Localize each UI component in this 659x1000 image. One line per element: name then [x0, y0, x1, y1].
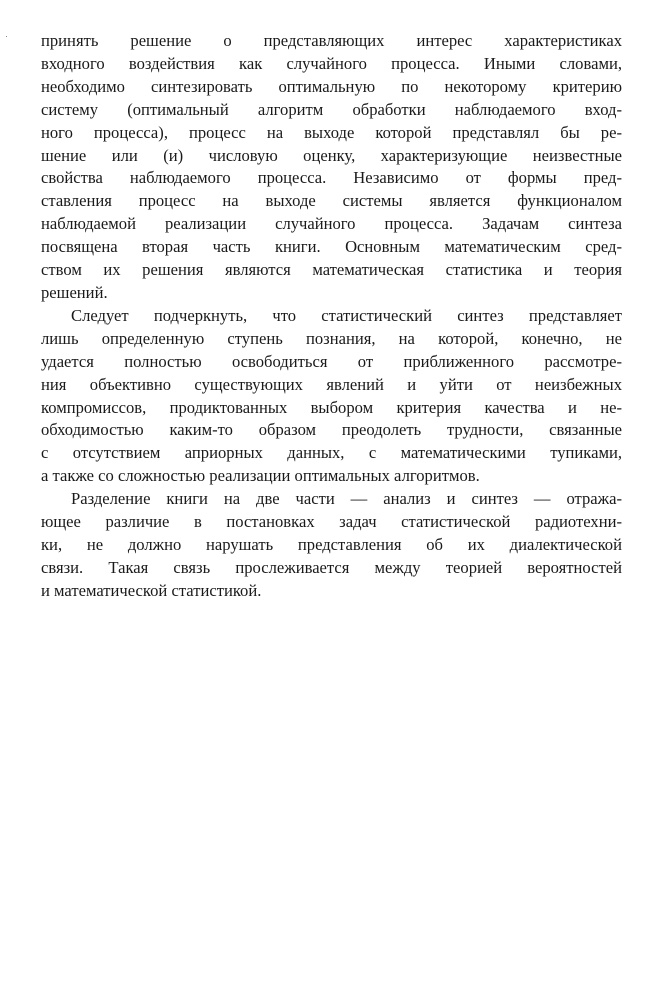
text-line: необходимо синтезировать оптимальную по некоторому критерию — [41, 76, 622, 96]
scan-speck — [6, 36, 7, 37]
text-line: ния объективно существующих явлений и уйти от неизбежных — [41, 374, 622, 394]
text-line: ющее различие в постановках задач статистической радиотехни- — [41, 512, 622, 532]
text-line: шение или (и) числовую оценку, характеризующие неизвестные — [41, 145, 622, 165]
paragraph-2 — [41, 305, 622, 488]
text-line: ставления процесс на выходе системы является функционалом — [41, 191, 622, 211]
text-line: посвящена вторая часть книги. Основным математическим сред- — [41, 237, 622, 257]
text-line: свойства наблюдаемого процесса. Независимо от формы пред- — [41, 168, 622, 188]
text-line: систему (оптимальный алгоритм обработки наблюдаемого вход- — [41, 99, 622, 119]
text-line: решений. — [41, 282, 108, 302]
paragraph-1 — [41, 30, 622, 305]
text-line: входного воздействия как случайного процесса. Иными словами, — [41, 53, 622, 73]
text-line: Следует подчеркнуть, что статистический синтез представляет — [71, 305, 622, 325]
text-line: лишь определенную ступень познания, на которой, конечно, не — [41, 328, 622, 348]
text-line: ки, не должно нарушать представления об их диалектической — [41, 534, 622, 554]
text-line: Разделение книги на две части — анализ и синтез — отража- — [71, 489, 622, 509]
text-line: с отсутствием априорных данных, с математическими тупиками, — [41, 443, 622, 463]
text-line: обходимостью каким-то образом преодолеть трудности, связанные — [41, 420, 622, 440]
text-line: принять решение о представляющих интерес характеристиках — [41, 31, 622, 50]
text-line: связи. Такая связь прослеживается между теорией вероятностей — [41, 557, 622, 577]
text-line: ством их решения являются математическая статистика и теория — [41, 260, 622, 280]
text-line: наблюдаемой реализации случайного процесса. Задачам синтеза — [41, 214, 622, 234]
text-body — [41, 30, 622, 603]
paragraph-3 — [41, 488, 622, 603]
text-line: компромиссов, продиктованных выбором критерия качества и не- — [41, 397, 622, 417]
text-line: и математической статистикой. — [41, 580, 262, 600]
text-line: удается полностью освободиться от приближенного рассмотре- — [41, 351, 622, 371]
text-line: а также со сложностью реализации оптимальных алгоритмов. — [41, 466, 480, 486]
text-line: ного процесса), процесс на выходе которой представлял бы ре- — [41, 122, 622, 142]
